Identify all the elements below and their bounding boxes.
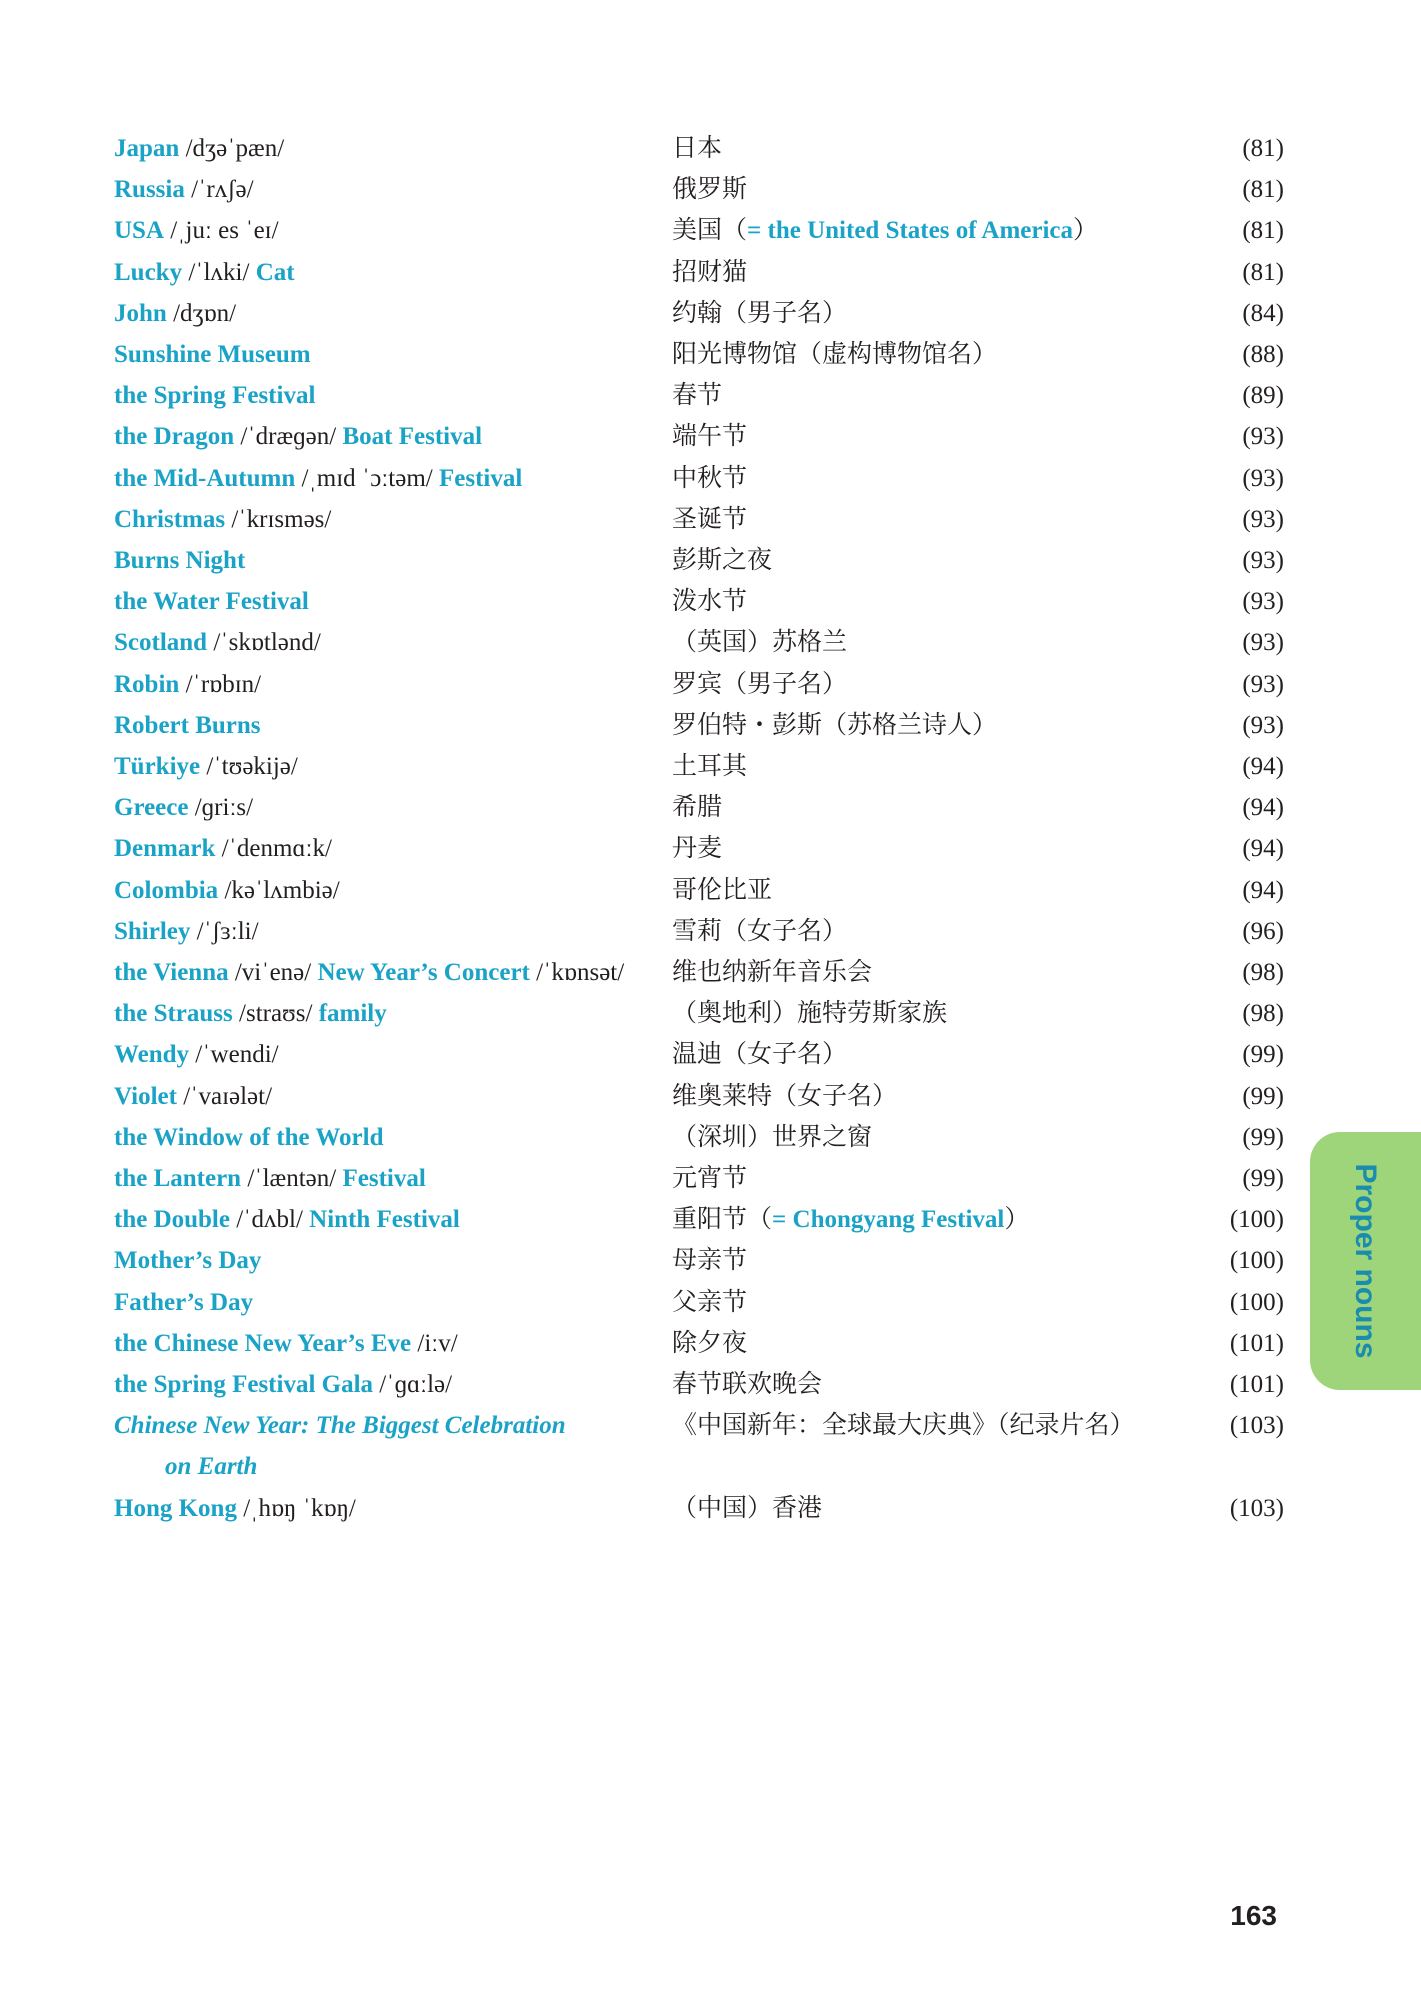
entry-term: [114, 622, 321, 663]
entry-page-ref: (96): [1242, 917, 1284, 945]
section-tab: [1310, 1132, 1421, 1390]
entry-term: [114, 499, 331, 540]
entry-translation-text: 春节联欢晚会: [672, 1371, 823, 1398]
glossary-entry: [0, 581, 1421, 622]
entry-translation: [672, 128, 722, 169]
entry-page-ref: (93): [1242, 505, 1284, 533]
entry-phonetic: /ˈdenmɑːk/: [215, 835, 332, 863]
entry-term-text: the Double: [114, 1206, 230, 1234]
entry-term-text: the Window of the World: [114, 1123, 384, 1151]
entry-translation-english: = Chongyang Festival: [772, 1206, 1005, 1234]
entry-translation: [672, 252, 747, 293]
glossary-entry: [0, 128, 1421, 169]
entry-phonetic: /viˈenə/: [228, 959, 318, 986]
entry-term-text: Ninth Festival: [309, 1206, 460, 1234]
entry-page-ref: (94): [1242, 876, 1284, 904]
entry-page-ref: (81): [1242, 217, 1284, 245]
entry-term: [114, 1158, 426, 1199]
entry-term-text: John: [114, 299, 167, 327]
entry-term: [114, 870, 340, 911]
entry-term: [114, 540, 245, 581]
entry-translation-text: 雪莉（女子名）: [672, 917, 848, 945]
entry-term-text: Mother’s Day: [114, 1247, 262, 1275]
entry-translation-text: （英国）苏格兰: [672, 629, 848, 657]
entry-term: [114, 1076, 272, 1117]
entry-term-text: the Spring Festival: [114, 382, 316, 410]
entry-phonetic: /ɡriːs/: [188, 794, 254, 822]
entry-term: [114, 1199, 460, 1240]
entry-term-text: Shirley: [114, 917, 191, 945]
entry-page-ref: (81): [1242, 135, 1284, 162]
entry-term: [114, 1117, 384, 1158]
entry-term-text: New Year’s Concert: [317, 959, 530, 986]
glossary-entry: [0, 169, 1421, 210]
entry-translation: [672, 1076, 897, 1117]
glossary-entry: [0, 1364, 1421, 1405]
entry-term: [114, 1364, 452, 1405]
entry-term: [114, 746, 298, 787]
glossary-entry: [0, 252, 1421, 293]
entry-term-text: the Vienna: [114, 959, 229, 986]
entry-translation: [672, 1364, 822, 1405]
glossary-entry: [0, 952, 1421, 993]
entry-translation-text: 约翰（男子名）: [672, 299, 848, 327]
glossary-entry: [0, 334, 1421, 375]
entry-term: [114, 581, 309, 622]
entry-translation: [672, 664, 847, 705]
entry-term: [114, 1405, 566, 1446]
entry-page-ref: (99): [1242, 1123, 1284, 1151]
entry-term-text: Christmas: [114, 505, 226, 533]
entry-term-text: Burns Night: [114, 547, 246, 574]
entry-translation-text: 《中国新年：全球最大庆典》（纪录片名）: [672, 1412, 1135, 1440]
glossary-entry: [0, 1405, 1421, 1446]
glossary-entry: [0, 746, 1421, 787]
entry-phonetic: /ˈkrɪsməs/: [225, 505, 332, 533]
entry-phonetic: /ˈlæntən/: [241, 1165, 343, 1192]
glossary-entry: [0, 375, 1421, 416]
entry-term: [114, 416, 482, 457]
entry-term: [114, 293, 236, 334]
entry-translation-text: 彭斯之夜: [672, 547, 773, 574]
entry-term-text: the Spring Festival Gala: [114, 1371, 374, 1398]
entry-term-text: Violet: [114, 1082, 177, 1110]
glossary-entry: [0, 1117, 1421, 1158]
entry-term: [114, 952, 624, 993]
entry-translation-text: （深圳）世界之窗: [672, 1123, 873, 1151]
entry-page-ref: (103): [1229, 1494, 1284, 1522]
entry-term: [114, 458, 522, 499]
entry-term: [114, 1323, 458, 1364]
entry-translation-text: 母亲节: [672, 1247, 748, 1275]
entry-translation: [672, 293, 847, 334]
entry-term: [114, 128, 284, 169]
glossary-entry: [0, 705, 1421, 746]
entry-translation-text: 丹麦: [672, 835, 723, 863]
entry-page-ref: (93): [1242, 423, 1284, 451]
glossary-entry: [0, 1076, 1421, 1117]
glossary-entry: [0, 1488, 1421, 1529]
entry-term-text: Father’s Day: [114, 1288, 254, 1316]
entry-term-text: Denmark: [114, 835, 216, 863]
entry-term: [114, 993, 387, 1034]
entry-translation-text: 美国（: [672, 217, 748, 245]
entry-translation-text: 维也纳新年音乐会: [672, 959, 873, 986]
glossary-entry: [0, 870, 1421, 911]
glossary-entry: [0, 664, 1421, 705]
entry-page-ref: (93): [1242, 711, 1284, 739]
glossary-entry: [0, 210, 1421, 251]
entry-translation: [672, 540, 772, 581]
page-number: 163: [1230, 1900, 1277, 1931]
entry-translation-text: 元宵节: [672, 1165, 748, 1192]
entry-translation-text: 维奥莱特（女子名）: [672, 1082, 898, 1110]
entry-translation-text: ）: [1004, 1206, 1030, 1234]
entry-term: [114, 1034, 279, 1075]
entry-term-text: Scotland: [114, 629, 208, 657]
entry-translation: [672, 993, 947, 1034]
glossary-entry: [0, 911, 1421, 952]
entry-translation-text: 端午节: [672, 423, 748, 451]
entry-term-text: on Earth: [165, 1453, 258, 1481]
entry-term: [114, 169, 254, 210]
entry-phonetic: /ˈskɒtlənd/: [207, 629, 321, 657]
entry-term: [114, 705, 261, 746]
entry-term: [114, 375, 315, 416]
entry-translation: [672, 1158, 747, 1199]
entry-phonetic: /ˈrɒbɪn/: [179, 670, 262, 698]
entry-term-text: Lucky: [114, 258, 183, 286]
entry-translation-text: ）: [1073, 217, 1099, 245]
entry-term-text: Wendy: [114, 1041, 190, 1069]
entry-page-ref: (93): [1242, 670, 1284, 698]
entry-term-text: the Mid-Autumn: [114, 464, 296, 492]
glossary-entry: [0, 293, 1421, 334]
entry-translation-text: 罗伯特・彭斯（苏格兰诗人）: [672, 711, 998, 739]
entry-term-text: the Dragon: [114, 423, 235, 451]
entry-page-ref: (98): [1242, 959, 1284, 986]
entry-translation: [672, 705, 997, 746]
entry-phonetic: /iːv/: [411, 1329, 458, 1357]
entry-translation-text: 父亲节: [672, 1288, 748, 1316]
entry-term-text: Cat: [255, 258, 295, 286]
entry-page-ref: (94): [1242, 835, 1284, 863]
entry-page-ref: (93): [1242, 547, 1284, 574]
entry-translation-text: 重阳节（: [672, 1206, 773, 1234]
entry-translation-text: 日本: [672, 135, 723, 162]
entry-term-text: Russia: [114, 176, 185, 204]
entry-translation: [672, 1240, 747, 1281]
entry-translation-text: 除夕夜: [672, 1329, 748, 1357]
entry-translation: [672, 499, 747, 540]
glossary-entry: [0, 540, 1421, 581]
glossary-entry: [0, 622, 1421, 663]
entry-term-text: USA: [114, 217, 165, 245]
entry-page-ref: (81): [1242, 258, 1284, 286]
entry-term-text: Chinese New Year: The Biggest Celebration: [114, 1412, 566, 1440]
entry-translation-text: 土耳其: [672, 753, 748, 780]
entry-translation: [672, 375, 722, 416]
entry-phonetic: /ˈwendi/: [189, 1041, 279, 1069]
entry-term-text: the Strauss: [114, 1000, 233, 1028]
entry-phonetic: /ˌmɪd ˈɔːtəm/: [295, 464, 439, 492]
entry-page-ref: (99): [1242, 1082, 1284, 1110]
entry-term-text: the Water Festival: [114, 588, 309, 616]
entry-term-text: the Lantern: [114, 1165, 242, 1192]
glossary-entry: [0, 1240, 1421, 1281]
entry-page-ref: (93): [1242, 464, 1284, 492]
entry-translation: [672, 1323, 747, 1364]
entry-term: [114, 664, 261, 705]
entry-phonetic: /dʒɒn/: [166, 299, 237, 327]
entry-translation: [672, 1034, 847, 1075]
entry-term-text: Robert Burns: [114, 711, 261, 739]
entry-term-text: the Chinese New Year’s Eve: [114, 1329, 412, 1357]
glossary-entry: [0, 993, 1421, 1034]
entry-translation-text: 俄罗斯: [672, 176, 748, 204]
entry-translation: [672, 334, 997, 375]
entry-translation: [672, 210, 1098, 251]
entry-term: [114, 828, 332, 869]
entry-phonetic: /straʊs/: [232, 1000, 319, 1028]
glossary-entry: [0, 828, 1421, 869]
entry-translation-text: 招财猫: [672, 258, 748, 286]
entry-phonetic: /ˈʃɜːli/: [190, 917, 259, 945]
entry-translation: [672, 828, 722, 869]
entry-term-text: Robin: [114, 670, 180, 698]
entry-phonetic: /ˈrʌʃə/: [184, 176, 254, 204]
entry-phonetic: /ˈtʊəkijə/: [200, 753, 298, 780]
entry-term-text: Boat Festival: [342, 423, 483, 451]
glossary-entry: [0, 458, 1421, 499]
entry-term: [114, 334, 311, 375]
entry-translation: [672, 787, 722, 828]
entry-translation: [672, 911, 847, 952]
entry-translation: [672, 952, 872, 993]
entry-phonetic: /ˈvaɪələt/: [176, 1082, 273, 1110]
entry-translation: [672, 1199, 1029, 1240]
entry-translation: [672, 458, 747, 499]
entry-phonetic: /kəˈlʌmbiə/: [218, 876, 340, 904]
entry-translation: [672, 1488, 822, 1529]
entry-translation-text: 罗宾（男子名）: [672, 670, 848, 698]
entry-page-ref: (93): [1242, 629, 1284, 657]
entry-translation-text: 春节: [672, 382, 723, 410]
entry-translation: [672, 169, 747, 210]
entry-page-ref: (100): [1229, 1288, 1284, 1316]
entry-page-ref: (89): [1242, 382, 1284, 410]
entry-translation-text: 中秋节: [672, 464, 748, 492]
glossary-entry: [0, 416, 1421, 457]
entry-term: [114, 911, 259, 952]
entry-page-ref: (94): [1242, 794, 1284, 822]
entry-phonetic: /ˈdræɡən/: [234, 423, 343, 451]
glossary-entry: [0, 499, 1421, 540]
entry-translation-text: 希腊: [672, 794, 723, 822]
entry-page-ref: (88): [1242, 341, 1284, 368]
entry-translation: [672, 581, 747, 622]
entry-term-text: Hong Kong: [114, 1494, 237, 1522]
entry-page-ref: (93): [1242, 588, 1284, 616]
entry-translation: [672, 1405, 1135, 1446]
entry-page-ref: (99): [1242, 1041, 1284, 1069]
entry-page-ref: (84): [1242, 299, 1284, 327]
entry-translation-english: = the United States of America: [747, 217, 1074, 245]
entry-term: [114, 1282, 253, 1323]
entry-page-ref: (103): [1229, 1412, 1284, 1440]
entry-term: [114, 1488, 356, 1529]
entry-translation-text: （奥地利）施特劳斯家族: [672, 1000, 948, 1028]
entry-term: [114, 210, 279, 251]
entry-term-text: Sunshine Museum: [114, 341, 311, 368]
entry-page-ref: (101): [1229, 1371, 1284, 1398]
glossary-entry: [0, 1199, 1421, 1240]
entry-term-text: Festival: [438, 464, 523, 492]
entry-translation: [672, 416, 747, 457]
entry-phonetic: /ˈɡɑːlə/: [373, 1371, 453, 1398]
entry-term-text: family: [318, 1000, 387, 1028]
entry-phonetic: /dʒəˈpæn/: [179, 135, 285, 162]
entry-translation-text: 泼水节: [672, 588, 748, 616]
entry-translation: [672, 746, 747, 787]
entry-page-ref: (101): [1229, 1329, 1284, 1357]
entry-term: [114, 787, 253, 828]
entry-term: [114, 1240, 261, 1281]
entry-term-text: Japan: [114, 135, 180, 162]
entry-term-text: Colombia: [114, 876, 219, 904]
entry-phonetic: /ˈlʌki/: [182, 258, 256, 286]
entry-page-ref: (100): [1229, 1206, 1284, 1234]
section-tab-label: Proper nouns: [1349, 1163, 1382, 1359]
entry-translation: [672, 622, 847, 663]
glossary-entry: [0, 787, 1421, 828]
entry-phonetic: /ˌjuː es ˈeɪ/: [164, 217, 279, 245]
entry-translation-text: 温迪（女子名）: [672, 1041, 848, 1069]
entry-term-text: Greece: [114, 794, 189, 822]
entry-translation-text: （中国）香港: [672, 1494, 823, 1522]
entry-page-ref: (98): [1242, 1000, 1284, 1028]
entry-translation: [672, 870, 772, 911]
glossary-entry: [0, 1158, 1421, 1199]
entry-term: [165, 1446, 257, 1487]
entry-page-ref: (100): [1229, 1247, 1284, 1275]
entry-translation: [672, 1282, 747, 1323]
entry-translation-text: 哥伦比亚: [672, 876, 773, 904]
entry-page-ref: (94): [1242, 753, 1284, 780]
glossary-entry: [0, 1323, 1421, 1364]
glossary-entry: [0, 1282, 1421, 1323]
entry-translation-text: 圣诞节: [672, 505, 748, 533]
entry-translation-text: 阳光博物馆（虚构博物馆名）: [672, 341, 998, 368]
entry-page-ref: (99): [1242, 1165, 1284, 1192]
glossary-entry: [0, 1034, 1421, 1075]
entry-page-ref: (81): [1242, 176, 1284, 204]
glossary-entry-continuation: [0, 1446, 1421, 1487]
entry-phonetic: /ˈdʌbl/: [229, 1206, 310, 1234]
entry-term-text: Türkiye: [114, 753, 201, 780]
entry-translation: [672, 1117, 872, 1158]
entry-phonetic: /ˌhɒŋ ˈkɒŋ/: [236, 1494, 356, 1522]
entry-term-text: Festival: [342, 1165, 426, 1192]
entry-term: [114, 252, 295, 293]
entry-phonetic: /ˈkɒnsət/: [529, 959, 625, 986]
